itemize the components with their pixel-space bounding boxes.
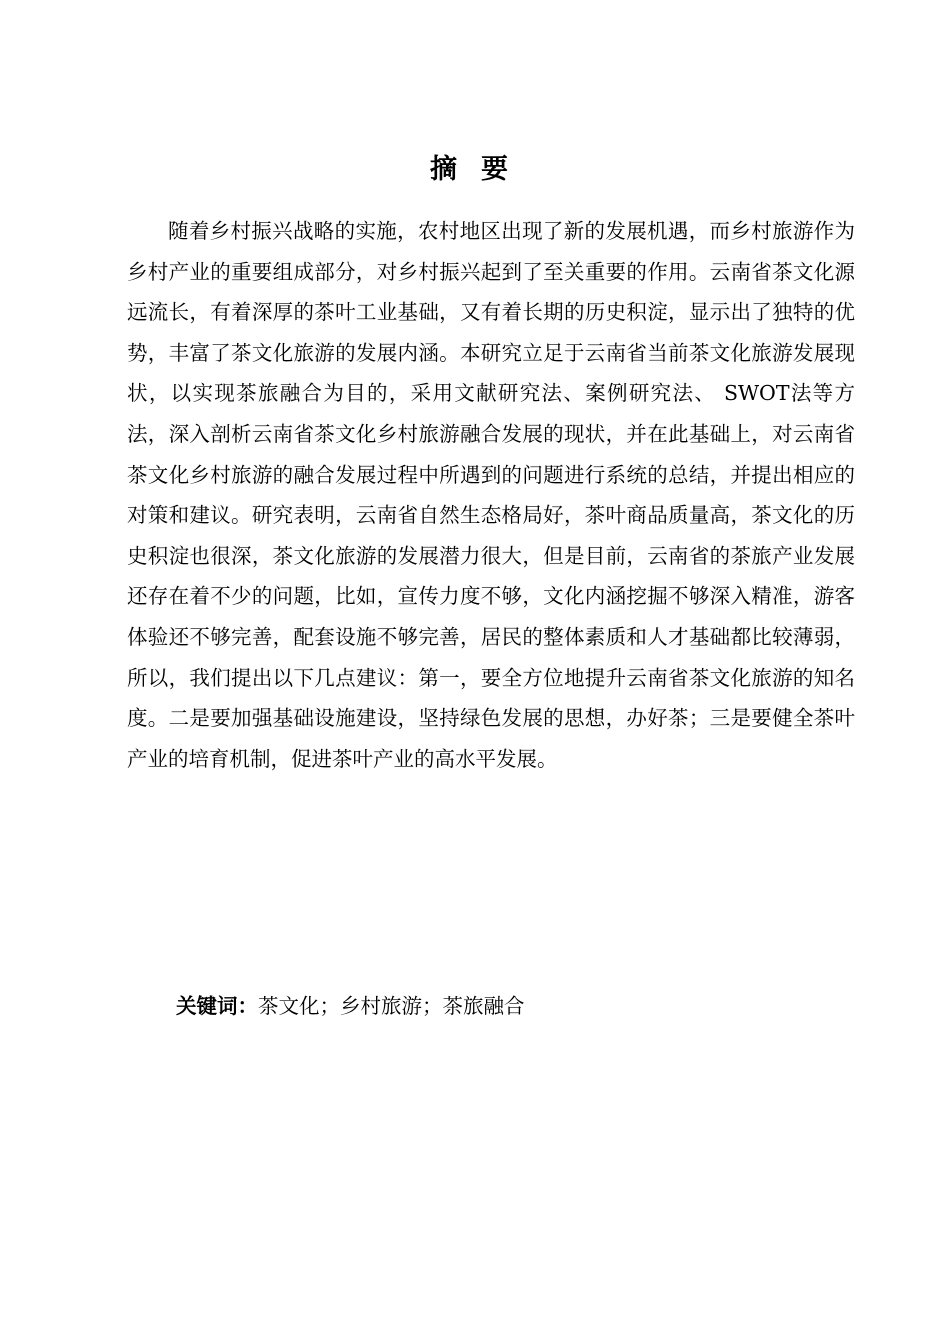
abstract-title: 摘要 xyxy=(430,154,532,185)
keywords-value: 茶文化；乡村旅游；茶旅融合 xyxy=(258,994,525,1018)
keywords-line xyxy=(176,986,856,1026)
keywords-label: 关键词： xyxy=(176,994,258,1018)
abstract-body: 随着乡村振兴战略的实施，农村地区出现了新的发展机遇，而乡村旅游作为乡村产业的重要组成部分，对乡村振兴起到了至关重要的作用。云南省茶文化源远流长，有着深厚的茶叶工业基础，又有着长期的历史积淀，显示出了独特的优势，丰富了茶文化旅游的发展内涵。本研究立足于云南省当前茶文化旅游发展现状，以实现茶旅融合为目的，采用文献研究法、案例研究法、 SWOT法等方法，深入剖析云南省茶文化乡村旅游融合发展的现状，并在此基础上，对云南省茶文化乡村旅游的融合发展过程中所遇到的问题进行系统的总结，并提出相应的对策和建议。研究表明，云南省自然生态格局好，茶叶商品质量高，茶文化的历史积淀也很深，茶文化旅游的发展潜力很大，但是目前，云南省的茶旅产业发展还存在着不少的问题，比如，宣传力度不够，文化内涵挖掘不够深入精准，游客体验还不够完善，配套设施不够完善，居民的整体素质和人才基础都比较薄弱，所以，我们提出以下几点建议：第一，要全方位地提升云南省茶文化旅游的知名度。二是要加强基础设施建设，坚持绿色发展的思想，办好茶；三是要健全茶叶产业的培育机制，促进茶叶产业的高水平发展。 xyxy=(127,219,855,771)
